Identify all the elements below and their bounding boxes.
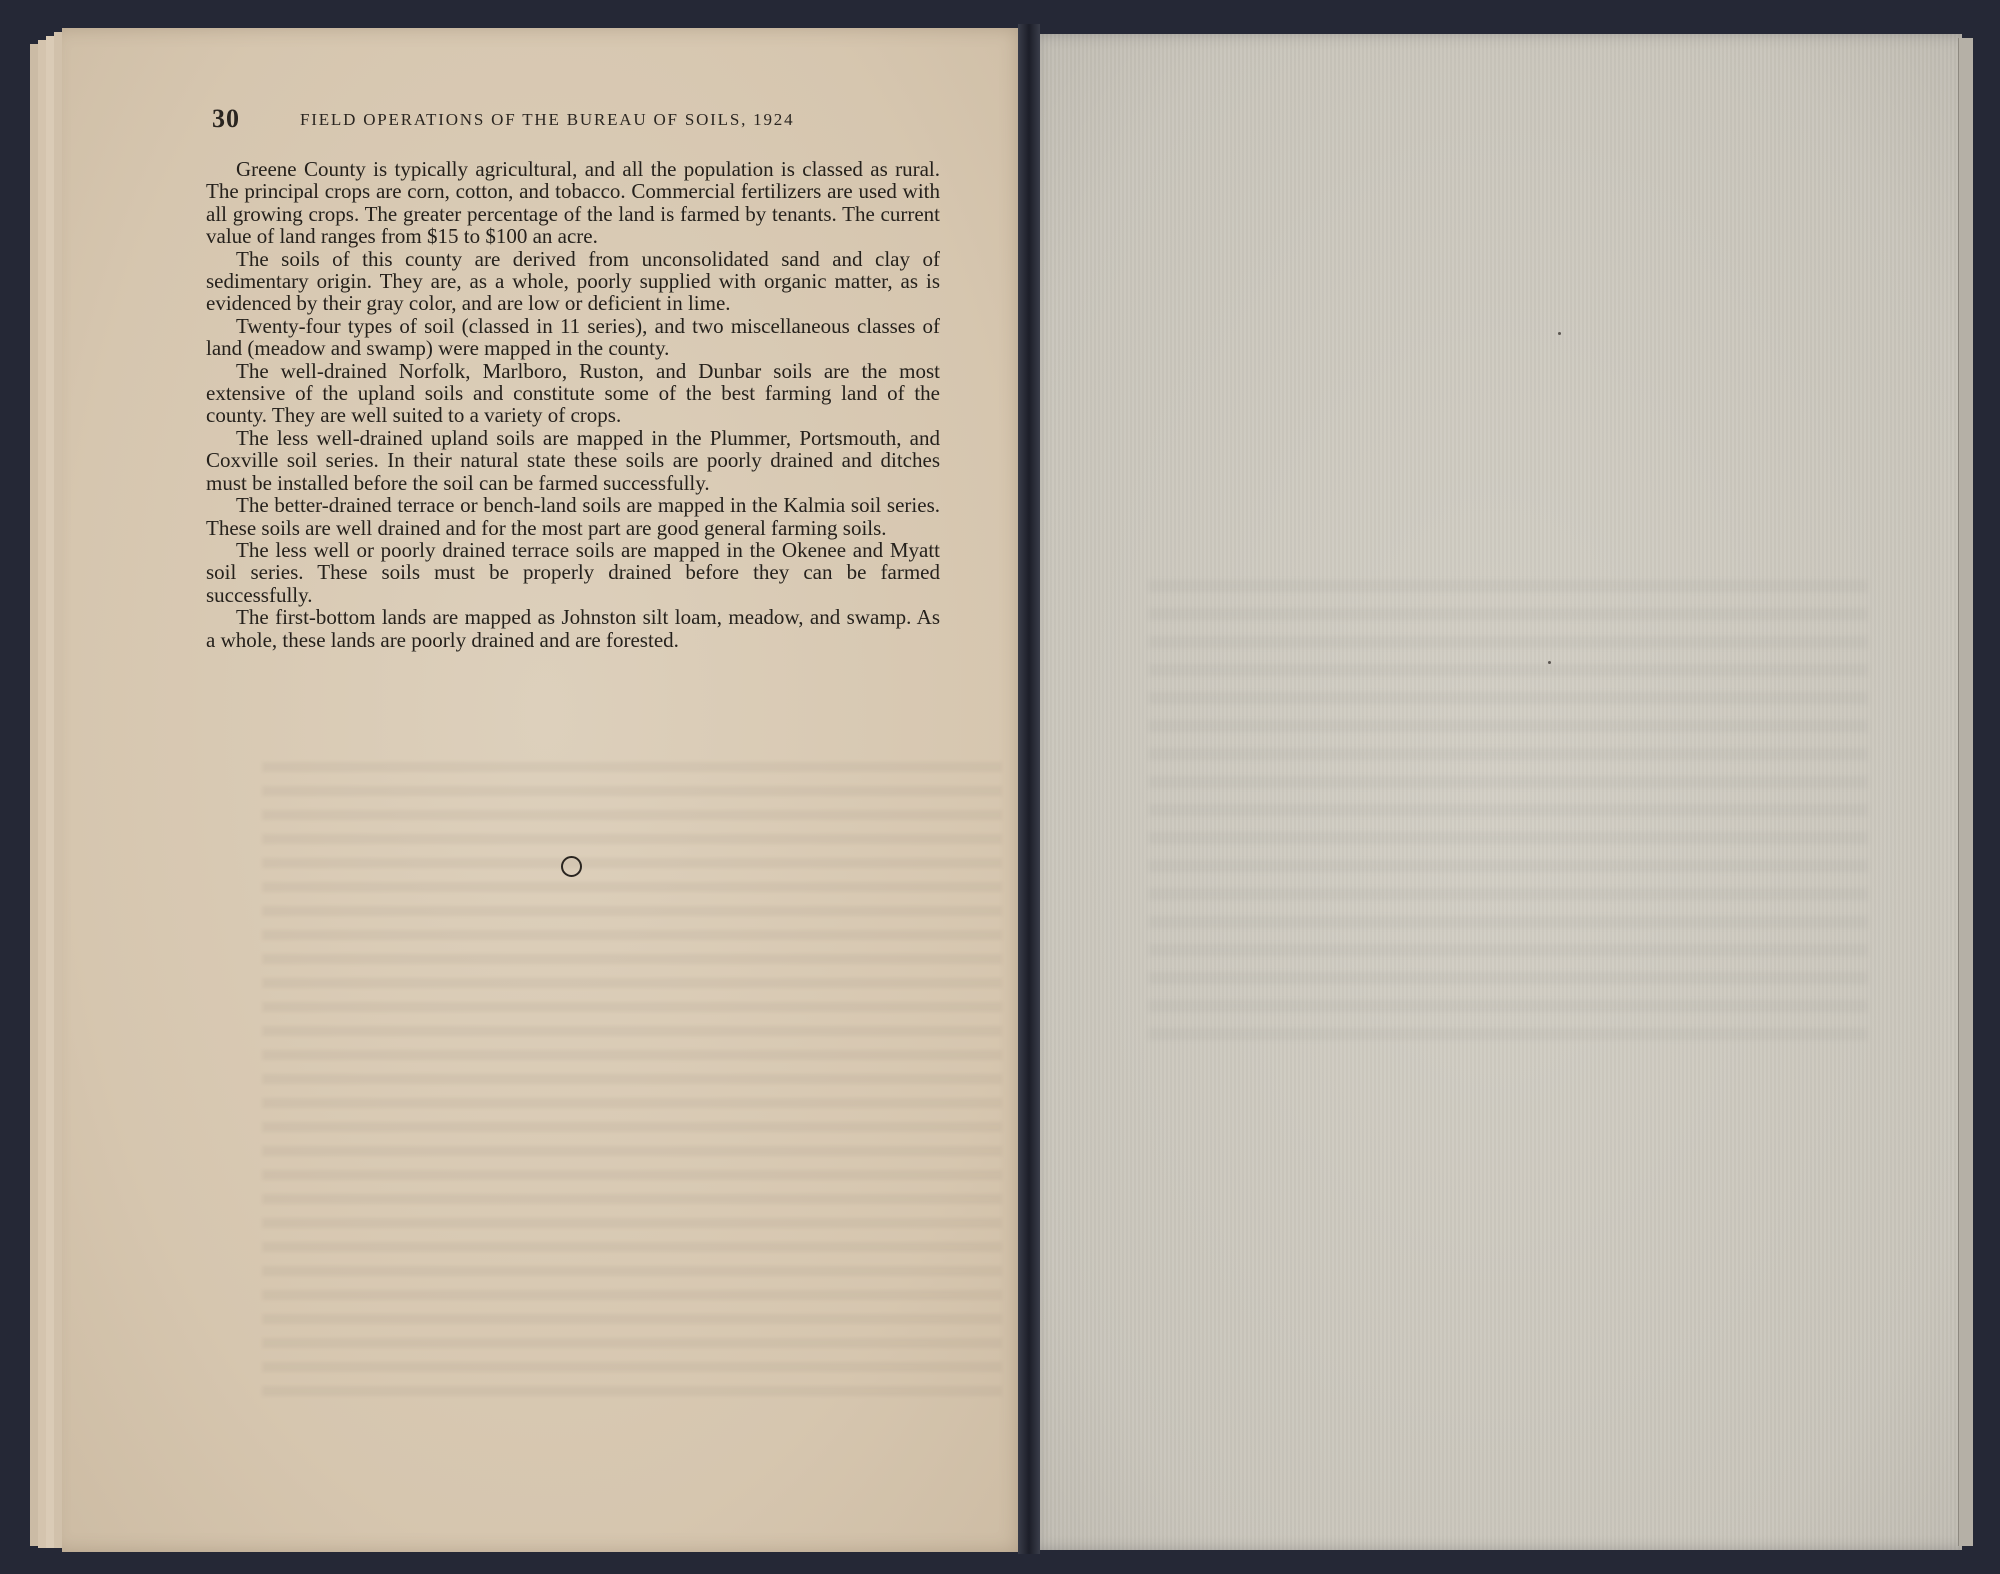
paragraph: The well-drained Norfolk, Marlboro, Ruston, and Dunbar soils are the most extensive of the upland soils and constitute some of the best farming land of the county. They are well suited to a variety of crops. (206, 358, 940, 428)
page-header (212, 104, 952, 140)
page-number: 30 (212, 104, 240, 133)
paragraph: Twenty-four types of soil (classed in 11 series), and two miscellaneous classes of land (meadow and swamp) were mapped in the county. (206, 313, 940, 361)
paper-speck (1548, 661, 1551, 664)
body-text (206, 158, 940, 651)
section-end-circle-icon (561, 856, 582, 877)
right-page-blank (1028, 34, 1962, 1550)
paragraph: The first-bottom lands are mapped as Johnston silt loam, meadow, and swamp. As a whole, these lands are poorly drained and are forested. (206, 605, 940, 652)
paragraph: The better-drained terrace or bench-land soils are mapped in the Kalmia soil series. These soils are well drained and for the most part are good general farming soils. (206, 493, 940, 540)
paragraph: Greene County is typically agricultural, and all the population is classed as rural. The principal crops are corn, cotton, and tobacco. Commercial fertilizers are used with all growing crops. The greater percentage of the land is farmed by tenants. The current value of land ranges from $15 to $100 an acre. (206, 157, 940, 249)
running-title: FIELD OPERATIONS OF THE BUREAU OF SOILS, 1924 (300, 110, 795, 129)
paragraph: The soils of this county are derived from unconsolidated sand and clay of sedimentary origin. They are, as a whole, poorly supplied with organic matter, as is evidenced by their gray color, and are low or deficient in lime. (206, 246, 940, 316)
book-gutter (1018, 24, 1040, 1554)
show-through-text (262, 748, 1002, 1408)
paragraph: The less well-drained upland soils are mapped in the Plummer, Portsmouth, and Coxville soil series. In their natural state these soils are poorly drained and ditches must be installed before the soil can be farmed successfully. (206, 425, 940, 495)
show-through-text (1148, 564, 1868, 1044)
paragraph: The less well or poorly drained terrace soils are mapped in the Okenee and Myatt soil series. These soils must be properly drained before they can be farmed successfully. (206, 537, 940, 607)
paper-speck (1558, 332, 1561, 335)
right-page-edge (1958, 38, 1973, 1546)
